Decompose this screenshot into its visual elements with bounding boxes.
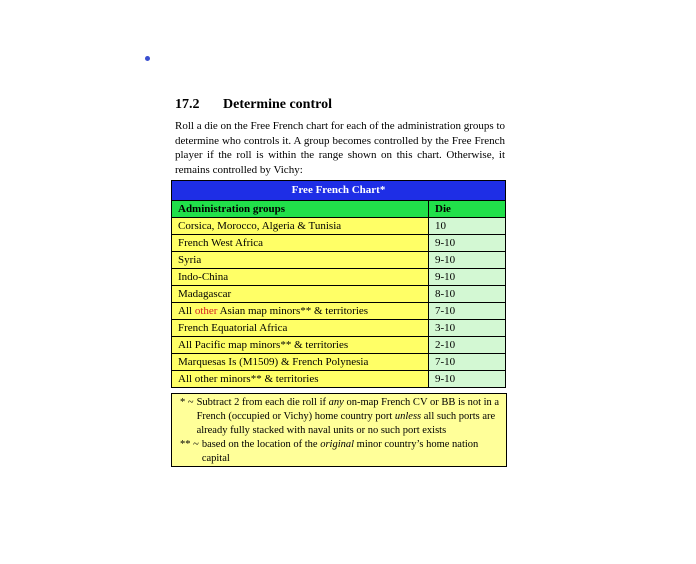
bullet-icon	[145, 56, 150, 61]
chart-header-row	[172, 201, 506, 218]
die-cell: 10	[429, 218, 506, 235]
group-cell: Corsica, Morocco, Algeria & Tunisia	[172, 218, 429, 235]
footnote	[180, 438, 502, 466]
column-header-die: Die	[429, 201, 506, 218]
group-cell: Indo-China	[172, 269, 429, 286]
die-cell: 9-10	[429, 235, 506, 252]
group-cell: French Equatorial Africa	[172, 320, 429, 337]
group-cell: All other Asian map minors** & territories	[172, 303, 429, 320]
table-row	[172, 252, 506, 269]
footnote	[180, 396, 502, 438]
group-cell: All Pacific map minors** & territories	[172, 337, 429, 354]
group-cell: Madagascar	[172, 286, 429, 303]
die-cell: 7-10	[429, 303, 506, 320]
highlighted-word: other	[194, 304, 218, 317]
free-french-chart	[171, 180, 506, 388]
die-cell: 9-10	[429, 269, 506, 286]
die-cell: 7-10	[429, 354, 506, 371]
table-row	[172, 286, 506, 303]
table-row	[172, 337, 506, 354]
table-row	[172, 320, 506, 337]
die-cell: 3-10	[429, 320, 506, 337]
footnote-mark: ** ~	[180, 439, 199, 450]
section-body: Roll a die on the Free French chart for each of the administration groups to determine who controls it. A group becomes controlled by the Free French player if the roll is within the range shown on this chart. Otherwise, it remains controlled by Vichy:	[175, 120, 505, 176]
table-row	[172, 269, 506, 286]
section-heading	[175, 97, 332, 113]
footnote-text: Subtract 2 from each die roll if any on-map French CV or BB is not in a French (occupied or Vichy) home country port unless all such ports are already fully stacked with naval units or no such port exists	[196, 397, 500, 436]
footnote-mark: * ~	[180, 397, 194, 408]
footnote-text: based on the location of the original minor country’s home nation capital	[201, 439, 479, 464]
table-row	[172, 371, 506, 388]
table-row	[172, 218, 506, 235]
table-row	[172, 303, 506, 320]
die-cell: 8-10	[429, 286, 506, 303]
die-cell: 2-10	[429, 337, 506, 354]
section-number: 17.2	[175, 97, 200, 112]
die-cell: 9-10	[429, 252, 506, 269]
table-row	[172, 235, 506, 252]
die-cell: 9-10	[429, 371, 506, 388]
section-title: Determine control	[223, 97, 332, 112]
chart-title-row	[172, 181, 506, 201]
footnotes-box	[171, 393, 507, 467]
group-cell: French West Africa	[172, 235, 429, 252]
chart-title: Free French Chart*	[172, 181, 506, 201]
group-cell: Syria	[172, 252, 429, 269]
group-cell: Marquesas Is (M1509) & French Polynesia	[172, 354, 429, 371]
table-row	[172, 354, 506, 371]
group-cell: All other minors** & territories	[172, 371, 429, 388]
column-header-groups: Administration groups	[172, 201, 429, 218]
